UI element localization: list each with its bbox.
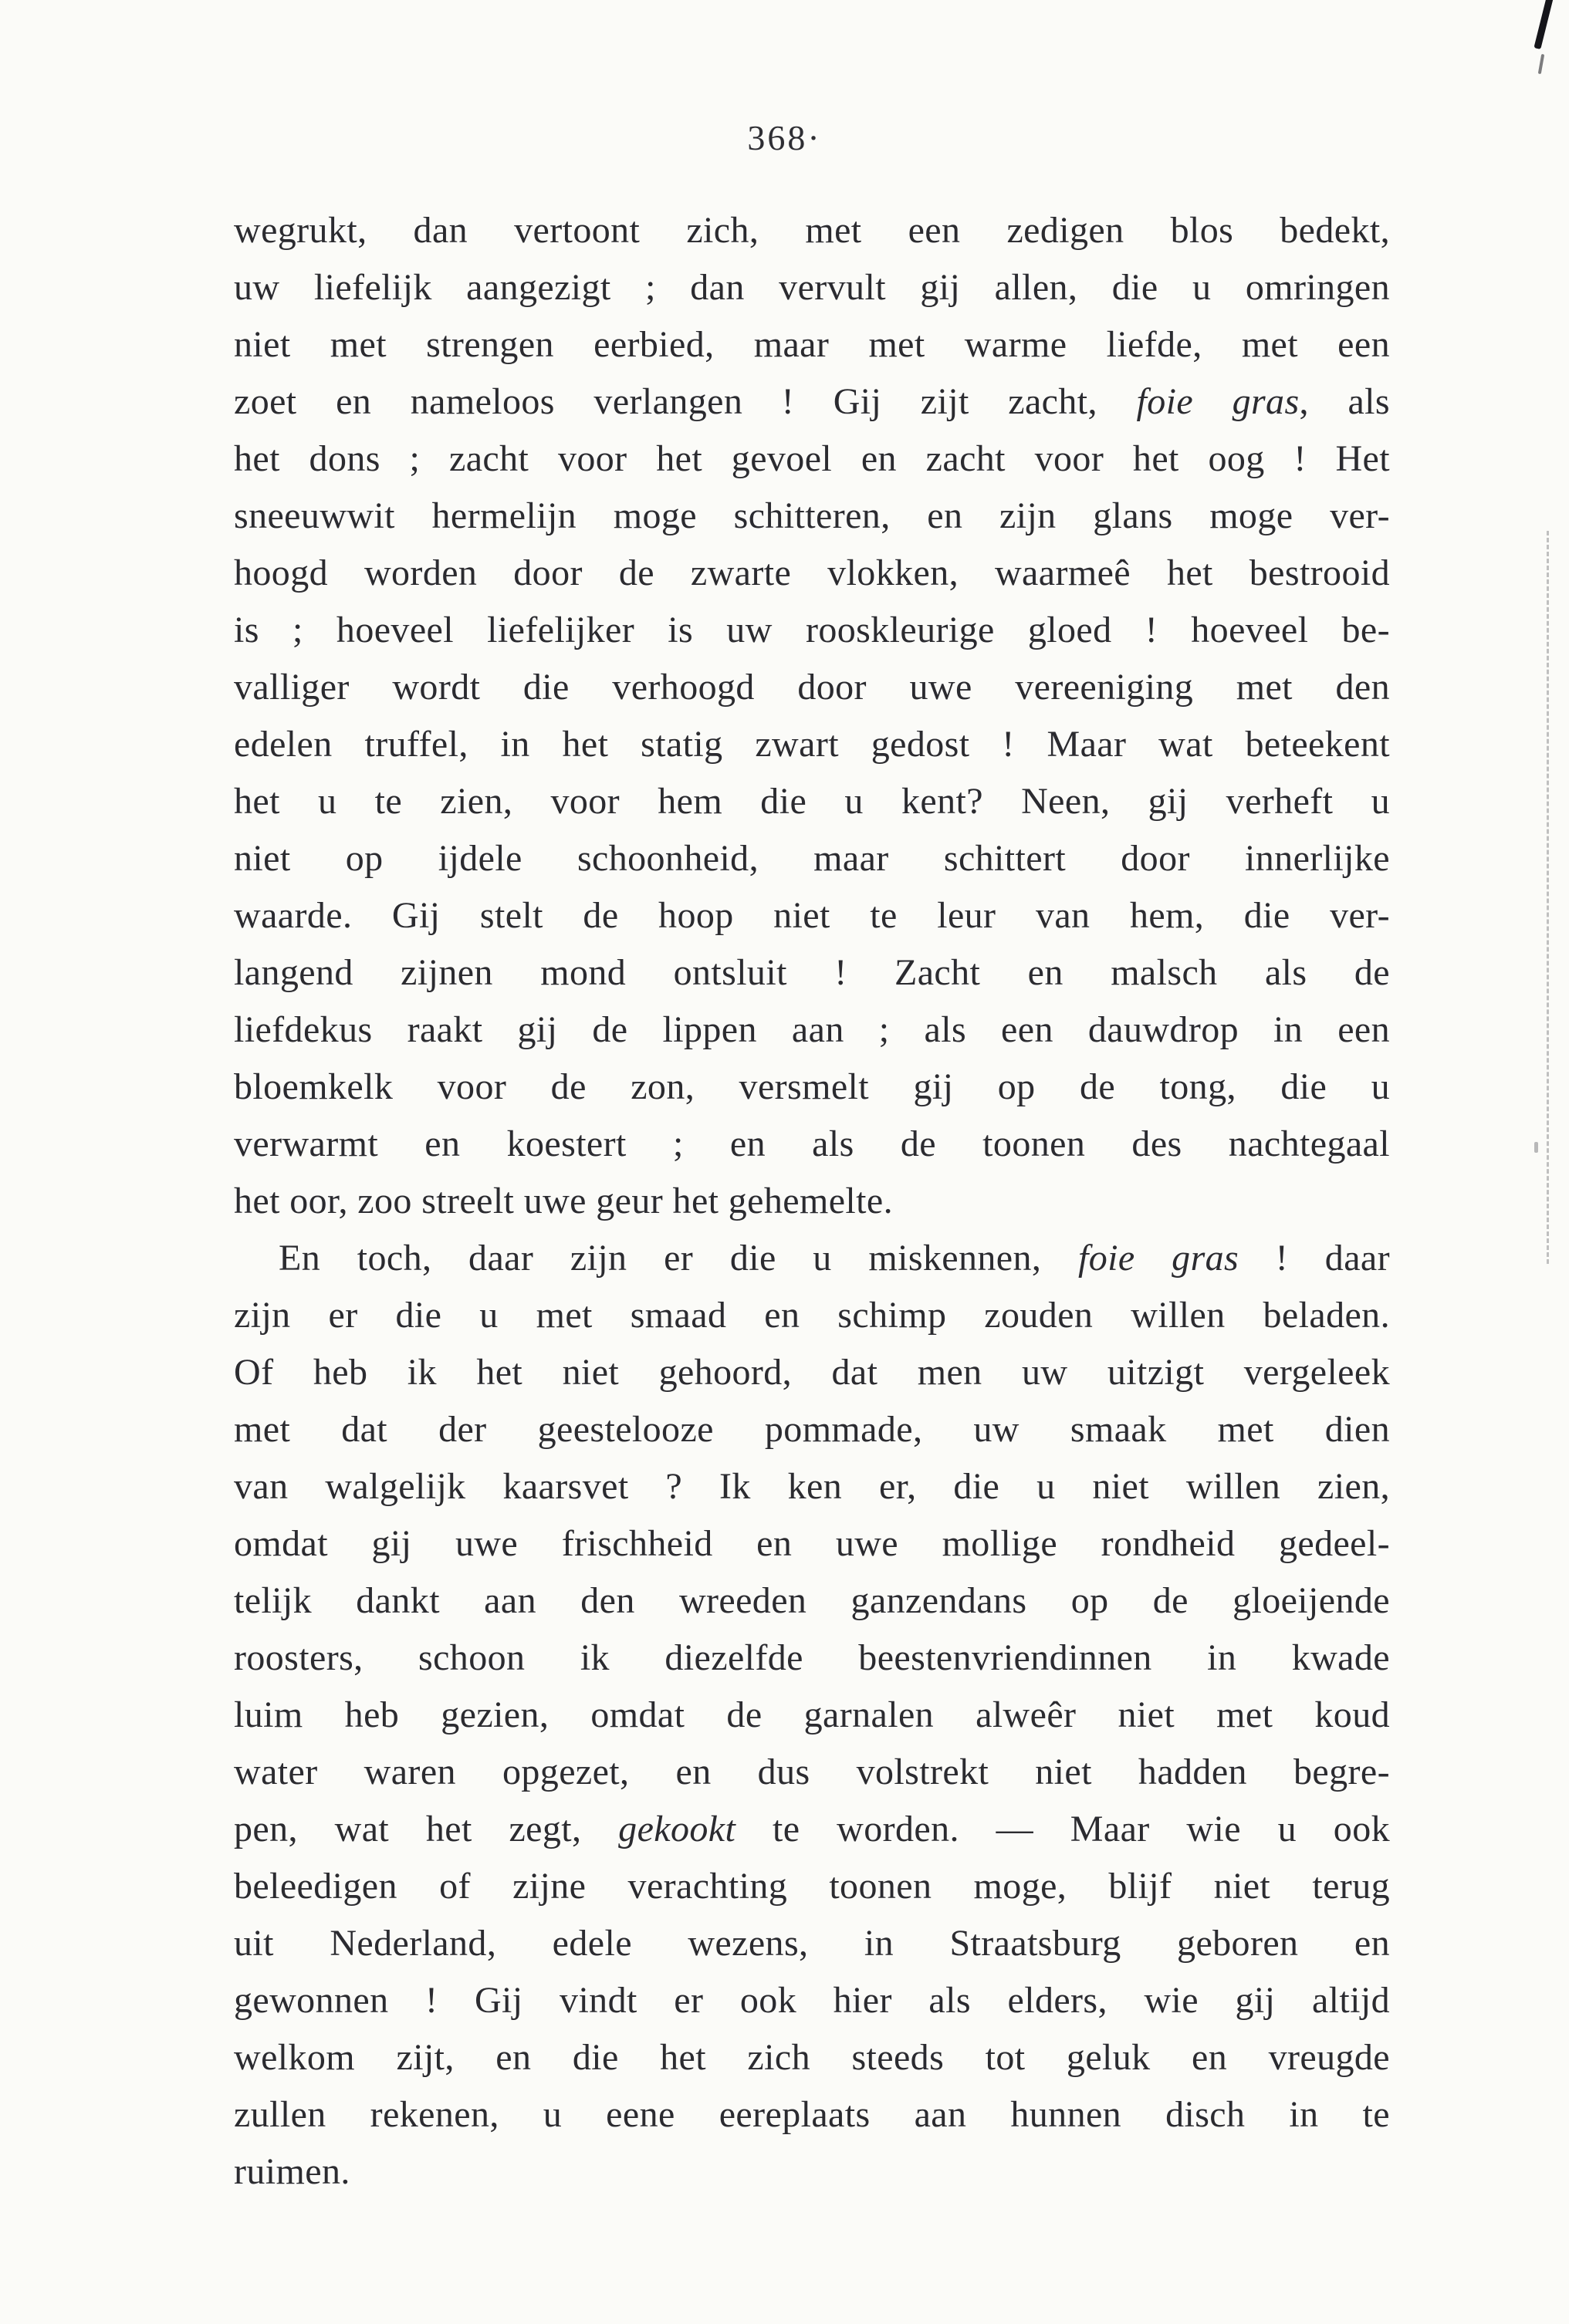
text-line bbox=[234, 2029, 1390, 2086]
text-run: welkom zijt, en die het zich steeds tot geluk en vreugde bbox=[234, 2037, 1390, 2078]
text-line bbox=[234, 373, 1390, 431]
text-run: beleedigen of zijne verachting toonen moge, blijf niet terug bbox=[234, 1866, 1390, 1907]
text-run: het u te zien, voor hem die u kent? Neen, gij verheft u bbox=[234, 781, 1390, 822]
text-line bbox=[234, 716, 1390, 773]
text-line bbox=[234, 602, 1390, 659]
text-run: , als bbox=[1299, 381, 1390, 422]
text-run: verwarmt en koestert ; en als de toonen des nachtegaal bbox=[234, 1123, 1390, 1164]
text-run: foie gras bbox=[1077, 1238, 1239, 1279]
text-line bbox=[234, 659, 1390, 716]
text-run: wegrukt, dan vertoont zich, met een zedigen blos bedekt, bbox=[234, 210, 1390, 251]
scan-artifact-right-edge bbox=[1547, 531, 1549, 1264]
text-run: te worden. — Maar wie u ook bbox=[735, 1809, 1391, 1849]
text-line bbox=[234, 1572, 1390, 1630]
text-line bbox=[234, 1002, 1390, 1059]
text-line bbox=[234, 431, 1390, 488]
text-run: zullen rekenen, u eene eereplaats aan hunnen disch in te bbox=[234, 2094, 1390, 2135]
text-run: het dons ; zacht voor het gevoel en zacht voor het oog ! Het bbox=[234, 438, 1390, 479]
text-run: sneeuwwit hermelijn moge schitteren, en zijn glans moge ver- bbox=[234, 495, 1390, 536]
text-run: edelen truffel, in het statig zwart gedost ! Maar wat beteekent bbox=[234, 724, 1390, 765]
scan-artifact-speck bbox=[1534, 1142, 1538, 1153]
text-run: is ; hoeveel liefelijker is uw rooskleurige gloed ! hoeveel be- bbox=[234, 610, 1390, 650]
text-run: gekookt bbox=[618, 1809, 736, 1849]
text-line bbox=[234, 2143, 1390, 2201]
text-line bbox=[234, 1972, 1390, 2029]
text-run: zoet en nameloos verlangen ! Gij zijt zacht, bbox=[234, 381, 1137, 422]
text-run: pen, wat het zegt, bbox=[234, 1809, 619, 1849]
text-run: ! daar bbox=[1239, 1238, 1390, 1279]
text-run: water waren opgezet, en dus volstrekt niet hadden begre- bbox=[234, 1751, 1390, 1792]
text-line bbox=[234, 1801, 1390, 1858]
text-run: langend zijnen mond ontsluit ! Zacht en malsch als de bbox=[234, 952, 1390, 993]
text-run: gewonnen ! Gij vindt er ook hier als elders, wie gij altijd bbox=[234, 1980, 1390, 2021]
text-line bbox=[234, 202, 1390, 259]
text-run: omdat gij uwe frischheid en uwe mollige rondheid gedeel- bbox=[234, 1523, 1390, 1564]
text-run: met dat der geestelooze pommade, uw smaak met dien bbox=[234, 1409, 1390, 1450]
text-line bbox=[234, 1287, 1390, 1344]
text-line bbox=[234, 1687, 1390, 1744]
text-run: het oor, zoo streelt uwe geur het gehemelte. bbox=[234, 1181, 894, 1221]
text-run: foie gras bbox=[1136, 381, 1300, 422]
text-line bbox=[234, 1858, 1390, 1915]
text-line bbox=[234, 830, 1390, 887]
text-run: ruimen. bbox=[234, 2151, 350, 2192]
text-line bbox=[234, 1173, 1390, 1230]
text-line bbox=[234, 1116, 1390, 1173]
text-line bbox=[234, 1744, 1390, 1801]
text-run: luim heb gezien, omdat de garnalen alweêr niet met koud bbox=[234, 1694, 1390, 1735]
text-line bbox=[234, 944, 1390, 1002]
text-run: niet op ijdele schoonheid, maar schittert door innerlijke bbox=[234, 838, 1390, 879]
text-line bbox=[234, 887, 1390, 944]
text-line bbox=[234, 773, 1390, 830]
text-run: van walgelijk kaarsvet ? Ik ken er, die u niet willen zien, bbox=[234, 1466, 1390, 1507]
text-line bbox=[234, 1059, 1390, 1116]
text-line bbox=[234, 316, 1390, 373]
text-run: niet met strengen eerbied, maar met warme liefde, met een bbox=[234, 324, 1390, 365]
text-run: roosters, schoon ik diezelfde beestenvriendinnen in kwade bbox=[234, 1637, 1390, 1678]
text-run: liefdekus raakt gij de lippen aan ; als een dauwdrop in een bbox=[234, 1009, 1390, 1050]
text-line bbox=[234, 2086, 1390, 2143]
text-run: valliger wordt die verhoogd door uwe vereeniging met den bbox=[234, 667, 1390, 708]
text-line bbox=[234, 1630, 1390, 1687]
text-line bbox=[234, 1230, 1390, 1287]
text-run: zijn er die u met smaad en schimp zouden willen beladen. bbox=[234, 1295, 1390, 1336]
text-line bbox=[234, 1344, 1390, 1401]
scan-artifact-corner-small bbox=[1538, 54, 1544, 74]
text-run: bloemkelk voor de zon, versmelt gij op de tong, die u bbox=[234, 1066, 1390, 1107]
text-line bbox=[234, 1458, 1390, 1515]
text-run: uw liefelijk aangezigt ; dan vervult gij allen, die u omringen bbox=[234, 267, 1390, 308]
text-block bbox=[234, 202, 1390, 2201]
text-line bbox=[234, 1401, 1390, 1458]
text-line bbox=[234, 1515, 1390, 1572]
text-line bbox=[234, 1915, 1390, 1972]
text-line bbox=[234, 488, 1390, 545]
text-line bbox=[234, 259, 1390, 316]
page-number: 368· bbox=[747, 118, 822, 157]
scan-artifact-corner bbox=[1533, 0, 1554, 49]
text-run: hoogd worden door de zwarte vlokken, waarmeê het bestrooid bbox=[234, 552, 1390, 593]
text-run: uit Nederland, edele wezens, in Straatsburg geboren en bbox=[234, 1923, 1390, 1964]
text-run: telijk dankt aan den wreeden ganzendans op de gloeijende bbox=[234, 1580, 1390, 1621]
text-run: En toch, daar zijn er die u miskennen, bbox=[279, 1238, 1078, 1279]
text-run: waarde. Gij stelt de hoop niet te leur van hem, die ver- bbox=[234, 895, 1390, 936]
text-line bbox=[234, 545, 1390, 602]
text-run: Of heb ik het niet gehoord, dat men uw uitzigt vergeleek bbox=[234, 1352, 1390, 1393]
